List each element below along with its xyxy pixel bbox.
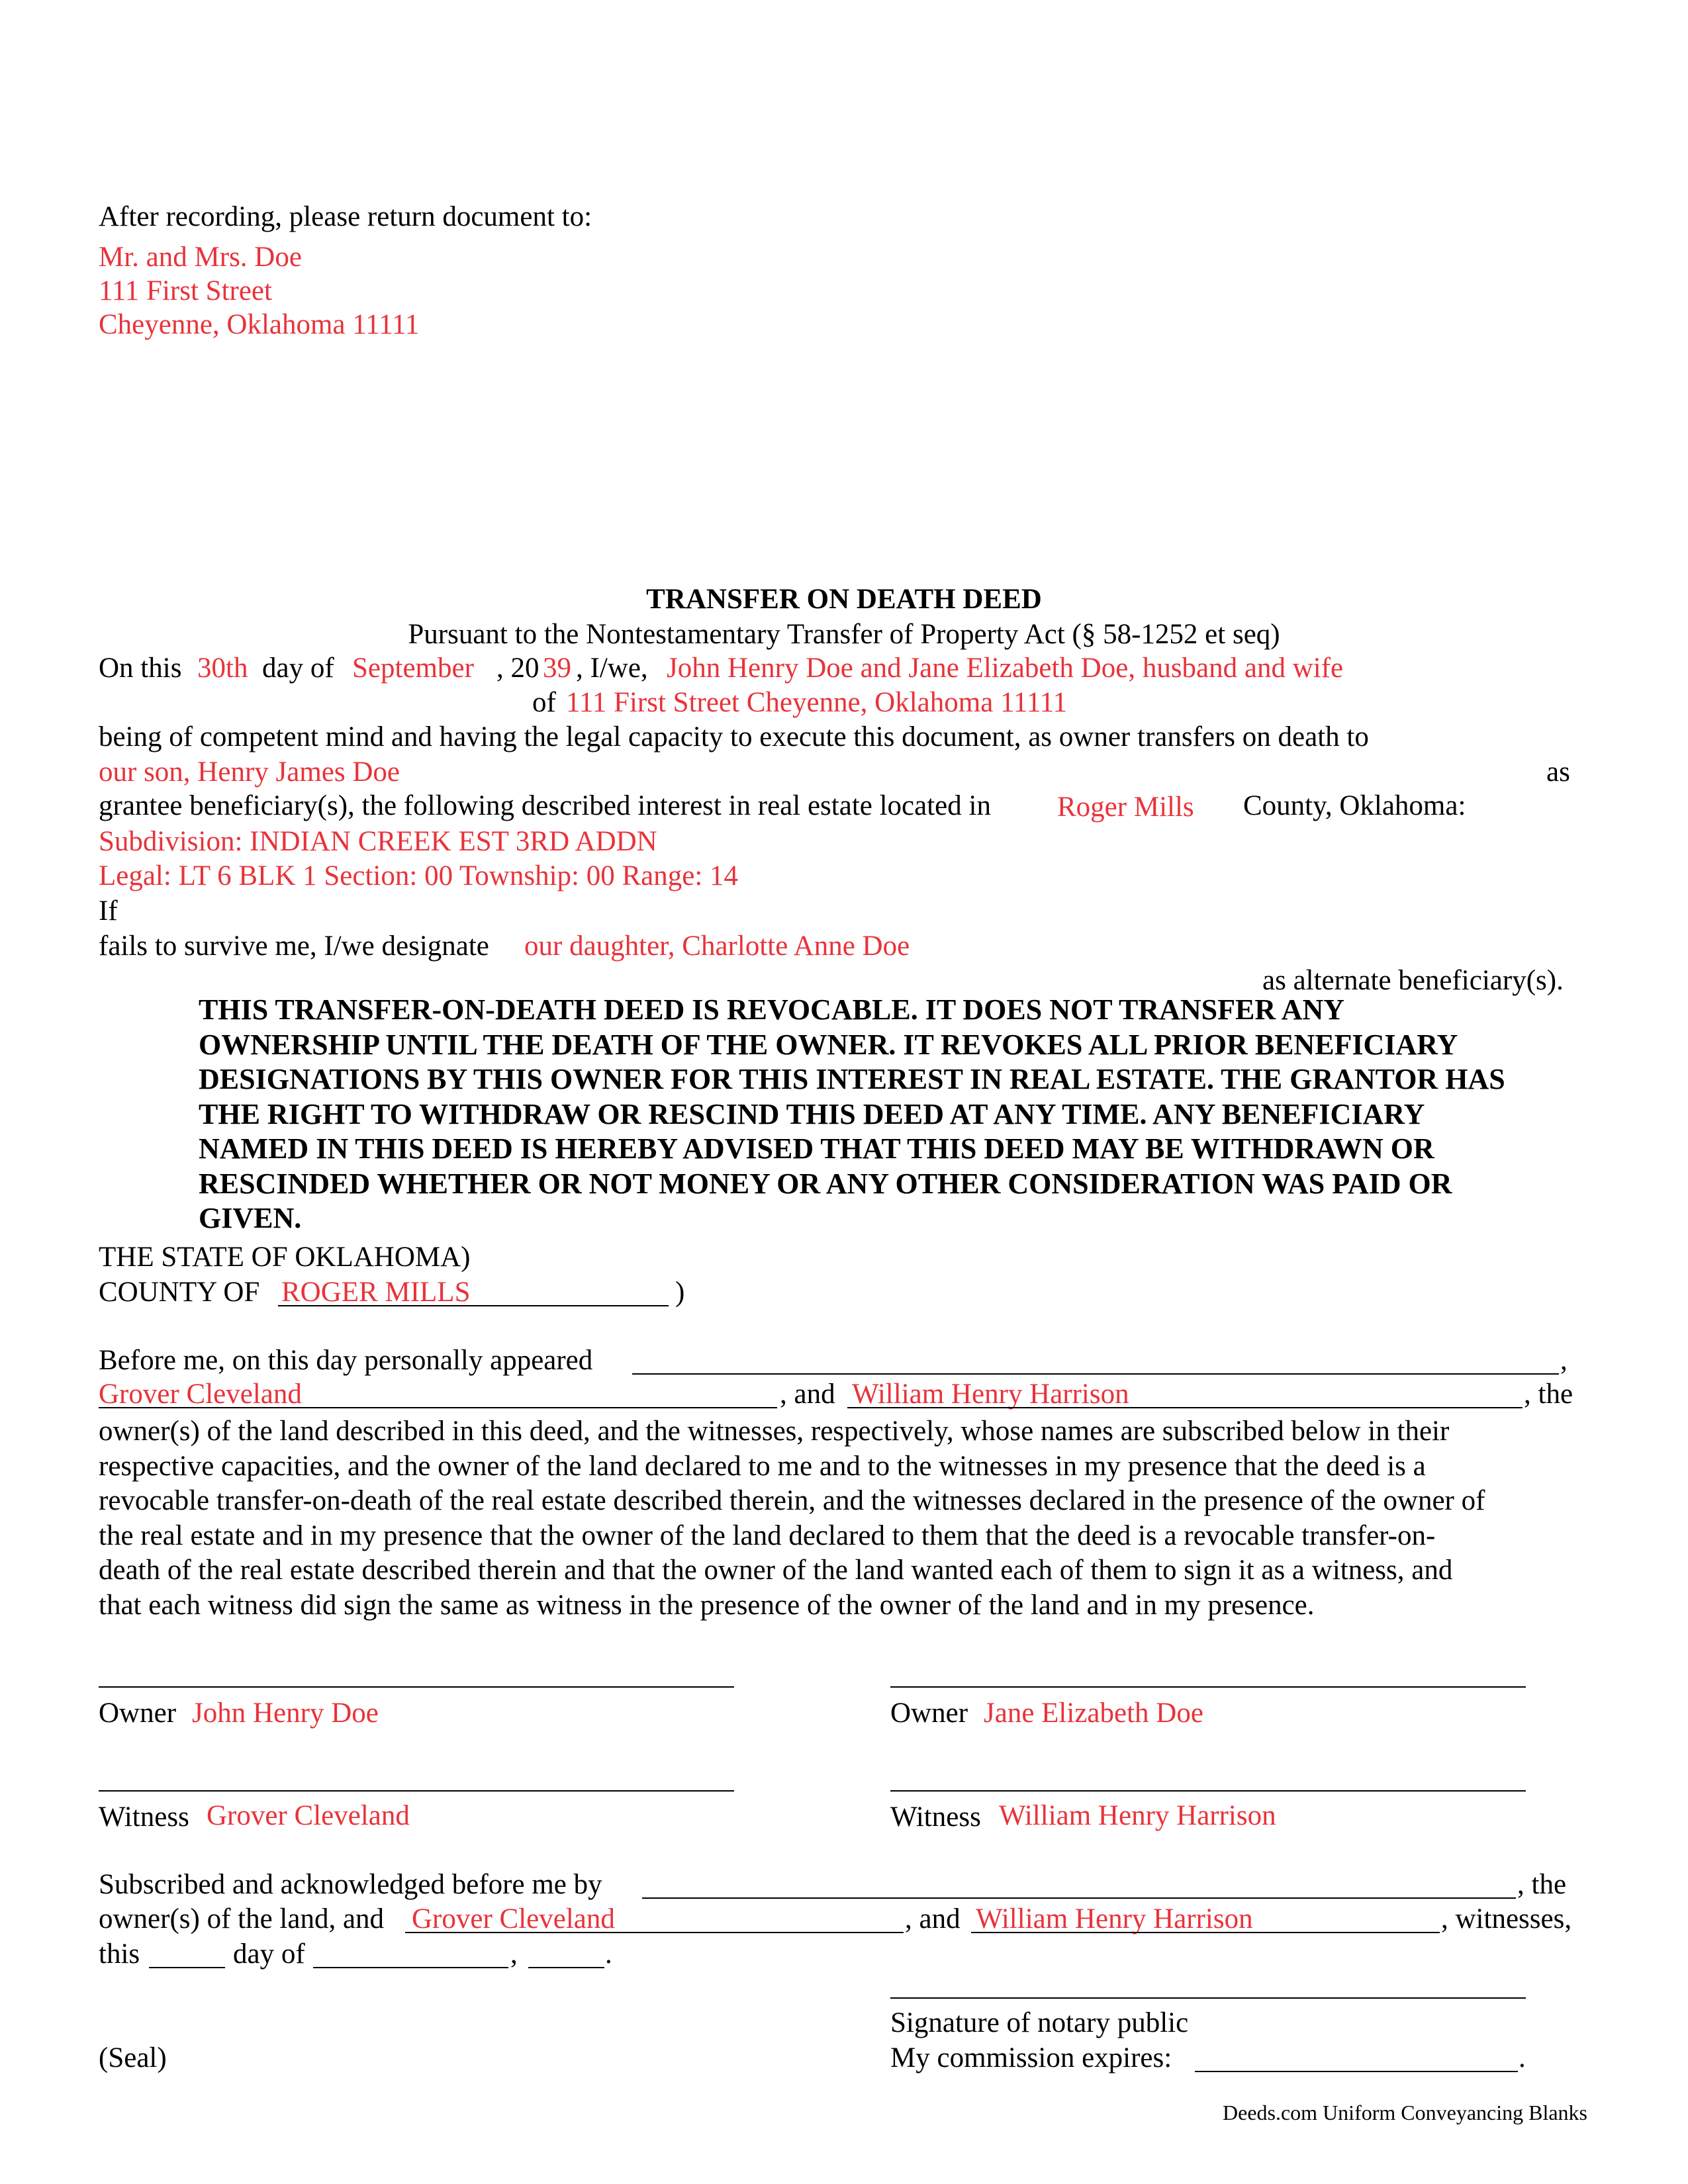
as-label: as bbox=[1546, 756, 1570, 788]
if-label: If bbox=[99, 895, 118, 927]
subscribed-the: , the bbox=[1517, 1869, 1567, 1900]
ack-paragraph bbox=[99, 1414, 1485, 1623]
legal-line-2: Legal: LT 6 BLK 1 Section: 00 Township: 00 Range: 14 bbox=[99, 860, 739, 891]
owner2-signature-line[interactable] bbox=[890, 1686, 1526, 1688]
commission-period: . bbox=[1519, 2042, 1526, 2073]
ack-county-label: COUNTY OF bbox=[99, 1277, 260, 1308]
notary-day-of: day of bbox=[233, 1938, 305, 1970]
before-me-text: Before me, on this day personally appeared bbox=[99, 1345, 593, 1376]
notary-witness1-underline bbox=[405, 1932, 904, 1933]
owners-land-text: owner(s) of the land, and bbox=[99, 1903, 385, 1934]
ack-and: , and bbox=[780, 1379, 835, 1410]
return-street: 111 First Street bbox=[99, 275, 272, 306]
ack-witness-2: William Henry Harrison bbox=[852, 1379, 1129, 1410]
state-label: THE STATE OF OKLAHOMA) bbox=[99, 1242, 471, 1273]
notary-period: . bbox=[605, 1938, 612, 1970]
notary-witness2-underline bbox=[971, 1932, 1440, 1933]
this-label: this bbox=[99, 1938, 140, 1970]
county-suffix: County, Oklahoma: bbox=[1243, 790, 1466, 821]
alternate-value: our daughter, Charlotte Anne Doe bbox=[524, 931, 910, 962]
county-value: Roger Mills bbox=[1057, 792, 1194, 823]
day-blank[interactable] bbox=[149, 1967, 225, 1968]
year-value: 39 bbox=[543, 653, 571, 684]
year-prefix: , 20 bbox=[496, 653, 539, 684]
notary-signature-label: Signature of notary public bbox=[890, 2007, 1189, 2038]
warning-line: THE RIGHT TO WITHDRAW OR RESCIND THIS DEED AT ANY TIME. ANY BENEFICIARY bbox=[199, 1097, 1425, 1130]
notary-comma: , bbox=[510, 1938, 518, 1970]
appeared-underline bbox=[632, 1373, 1559, 1375]
commission-label: My commission expires: bbox=[890, 2042, 1172, 2073]
paragraph-line: owner(s) of the land described in this deed, and the witnesses, respectively, whose names are subscribed below in their bbox=[99, 1416, 1450, 1447]
day-value: 30th bbox=[197, 653, 248, 684]
paragraph-line: death of the real estate described therein and that the owner of the land wanted each of them to sign it as a witness, and bbox=[99, 1555, 1453, 1586]
year-blank[interactable] bbox=[528, 1967, 604, 1968]
subscribed-text: Subscribed and acknowledged before me by bbox=[99, 1869, 602, 1900]
paragraph-line: revocable transfer-on-death of the real estate described therein, and the witnesses declared in the presence of the owner of bbox=[99, 1485, 1485, 1516]
subscribed-underline bbox=[642, 1897, 1516, 1899]
on-this-label: On this bbox=[99, 653, 182, 684]
commission-blank[interactable] bbox=[1195, 2071, 1518, 2072]
paragraph-line: the real estate and in my presence that the owner of the land declared to them that the deed is a revocable transfer-on- bbox=[99, 1520, 1436, 1551]
witness2-label: Witness bbox=[890, 1801, 981, 1833]
day-of-label: day of bbox=[262, 653, 334, 684]
deed-title: TRANSFER ON DEATH DEED bbox=[646, 584, 1042, 615]
warning-line: GIVEN. bbox=[199, 1202, 302, 1234]
owner1-name: John Henry Doe bbox=[192, 1698, 379, 1729]
grantors-value: John Henry Doe and Jane Elizabeth Doe, husband and wife bbox=[667, 653, 1344, 684]
iwe-label: , I/we, bbox=[576, 653, 648, 684]
notary-witness-1: Grover Cleveland bbox=[412, 1903, 615, 1934]
notary-signature-line[interactable] bbox=[890, 1997, 1526, 1999]
witness2-name: William Henry Harrison bbox=[999, 1800, 1276, 1831]
return-heading: After recording, please return document to: bbox=[99, 201, 592, 232]
notary-witness-2: William Henry Harrison bbox=[976, 1903, 1253, 1934]
before-me-comma: , bbox=[1560, 1345, 1568, 1376]
notary-and: , and bbox=[905, 1903, 961, 1934]
owner1-signature-line[interactable] bbox=[99, 1686, 734, 1688]
paragraph-line: that each witness did sign the same as witness in the presence of the owner of the land and in my presence. bbox=[99, 1589, 1315, 1621]
witness2-underline bbox=[847, 1407, 1523, 1408]
month-blank[interactable] bbox=[313, 1967, 508, 1968]
of-label: of bbox=[532, 687, 556, 718]
witness2-signature-line[interactable] bbox=[890, 1790, 1526, 1792]
fails-text: fails to survive me, I/we designate bbox=[99, 931, 489, 962]
competent-text: being of competent mind and having the legal capacity to execute this document, as owner transfers on death to bbox=[99, 721, 1369, 752]
county-underline bbox=[278, 1305, 669, 1306]
return-name: Mr. and Mrs. Doe bbox=[99, 242, 302, 273]
footer-credit: Deeds.com Uniform Conveyancing Blanks bbox=[1223, 2101, 1587, 2124]
revocable-warning bbox=[199, 993, 1602, 1236]
warning-line: THIS TRANSFER-ON-DEATH DEED IS REVOCABLE. IT DOES NOT TRANSFER ANY bbox=[199, 993, 1344, 1026]
ack-county-close: ) bbox=[675, 1277, 685, 1308]
warning-line: NAMED IN THIS DEED IS HEREBY ADVISED THAT THIS DEED MAY BE WITHDRAWN OR bbox=[199, 1132, 1434, 1165]
ack-witness-1: Grover Cleveland bbox=[99, 1379, 302, 1410]
warning-line: DESIGNATIONS BY THIS OWNER FOR THIS INTEREST IN REAL ESTATE. THE GRANTOR HAS bbox=[199, 1063, 1505, 1095]
deed-subtitle: Pursuant to the Nontestamentary Transfer of Property Act (§ 58-1252 et seq) bbox=[408, 619, 1280, 650]
legal-line-1: Subdivision: INDIAN CREEK EST 3RD ADDN bbox=[99, 826, 657, 857]
warning-line: OWNERSHIP UNTIL THE DEATH OF THE OWNER. IT REVOKES ALL PRIOR BENEFICIARY bbox=[199, 1028, 1458, 1061]
month-value: September bbox=[352, 653, 474, 684]
warning-line: RESCINDED WHETHER OR NOT MONEY OR ANY OTHER CONSIDERATION WAS PAID OR bbox=[199, 1167, 1452, 1200]
owner2-label: Owner bbox=[890, 1698, 968, 1729]
seal-label: (Seal) bbox=[99, 2042, 167, 2073]
witness1-label: Witness bbox=[99, 1801, 189, 1833]
notary-witnesses: , witnesses, bbox=[1441, 1903, 1572, 1934]
grantee-text: grantee beneficiary(s), the following described interest in real estate located in bbox=[99, 790, 991, 821]
witness1-signature-line[interactable] bbox=[99, 1790, 734, 1792]
ack-county-value: ROGER MILLS bbox=[281, 1277, 471, 1308]
owner2-name: Jane Elizabeth Doe bbox=[984, 1698, 1203, 1729]
alternate-suffix: as alternate beneficiary(s). bbox=[1262, 965, 1564, 996]
ack-the: , the bbox=[1524, 1379, 1573, 1410]
owner1-label: Owner bbox=[99, 1698, 177, 1729]
paragraph-line: respective capacities, and the owner of the land declared to me and to the witnesses in my presence that the deed is a bbox=[99, 1450, 1426, 1482]
witness1-underline bbox=[99, 1407, 777, 1408]
witness1-name: Grover Cleveland bbox=[207, 1800, 410, 1831]
beneficiary-value: our son, Henry James Doe bbox=[99, 756, 400, 788]
return-city: Cheyenne, Oklahoma 11111 bbox=[99, 309, 420, 340]
grantor-address: 111 First Street Cheyenne, Oklahoma 11111 bbox=[566, 687, 1068, 718]
